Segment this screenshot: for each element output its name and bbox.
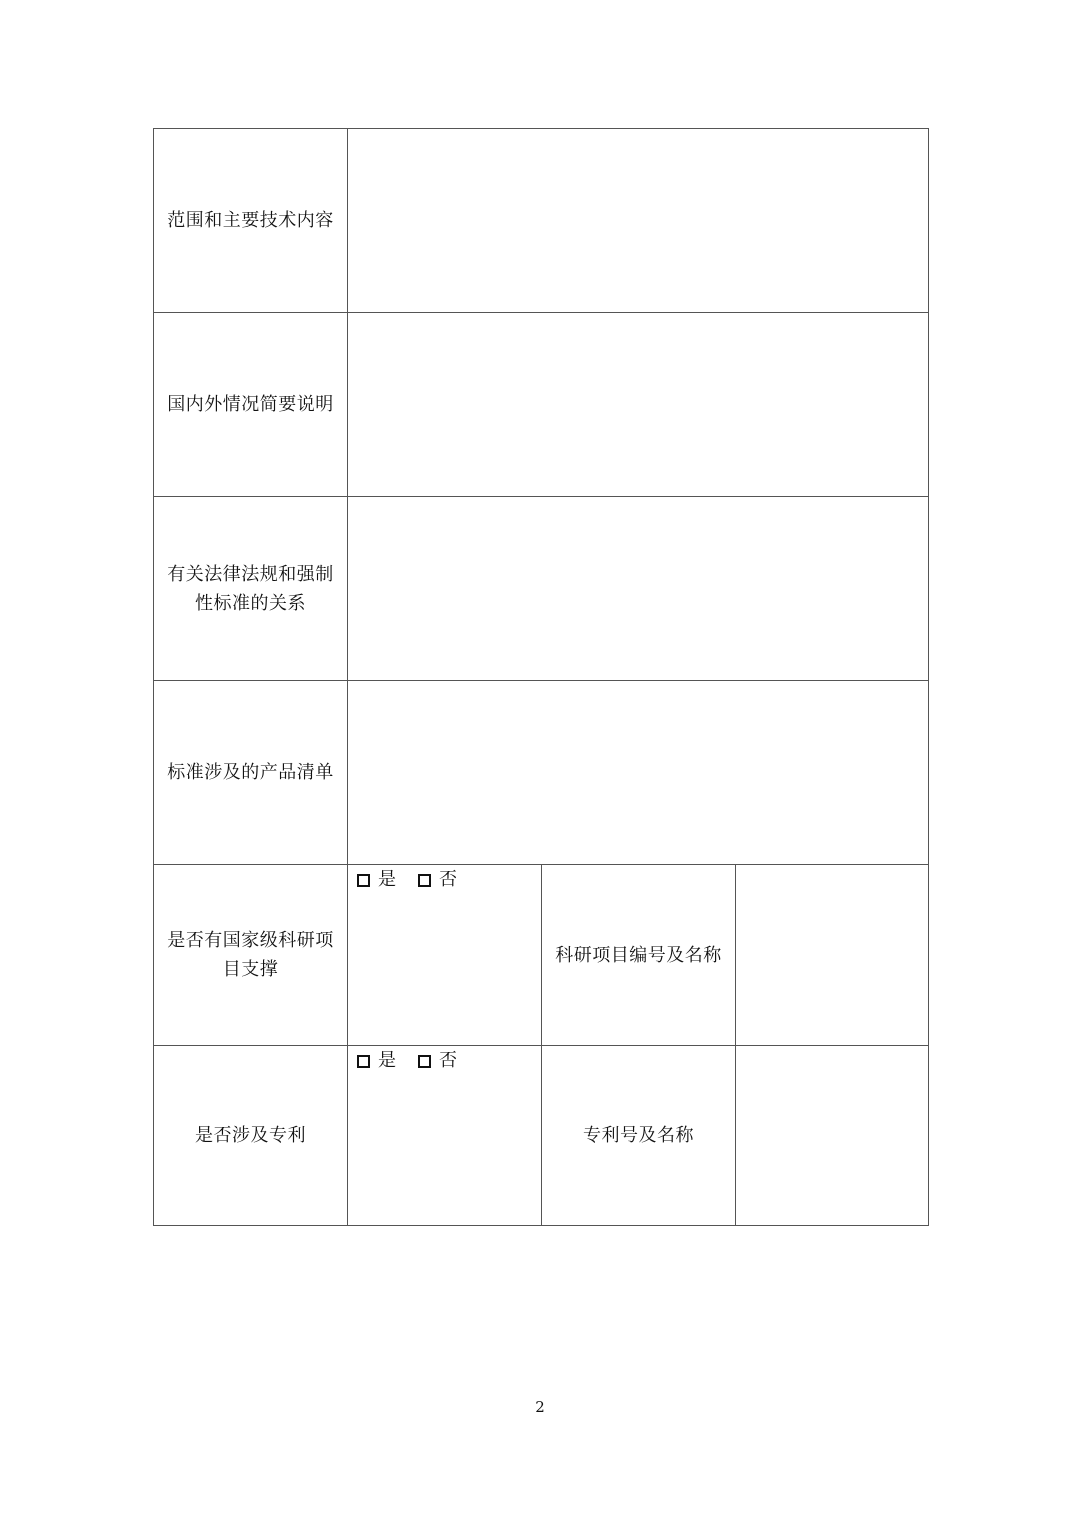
research-info-label: 科研项目编号及名称 xyxy=(555,944,722,966)
patent-label: 是否涉及专利 xyxy=(195,1125,306,1146)
domestic-row xyxy=(154,313,929,497)
laws-label-line1: 有关法律法规和强制 xyxy=(167,563,334,585)
research-yes-checkbox[interactable] xyxy=(357,874,370,887)
laws-row xyxy=(154,497,929,681)
products-row xyxy=(154,681,929,865)
scope-row xyxy=(154,129,929,313)
laws-content-field[interactable] xyxy=(348,497,929,681)
products-label-cell xyxy=(154,681,348,865)
patent-no-checkbox[interactable] xyxy=(418,1055,431,1068)
research-yes-label: 是 xyxy=(378,869,396,890)
proposal-form-table xyxy=(153,128,929,1226)
page-number: 2 xyxy=(535,1398,545,1416)
patent-info-label-cell xyxy=(542,1046,736,1226)
domestic-label: 国内外情况简要说明 xyxy=(167,394,334,415)
patent-label-cell xyxy=(154,1046,348,1226)
research-label-cell xyxy=(154,865,348,1046)
patent-yes-checkbox[interactable] xyxy=(357,1055,370,1068)
domestic-label-cell xyxy=(154,313,348,497)
patent-no-label: 否 xyxy=(439,1050,457,1071)
research-row xyxy=(154,865,929,1046)
patent-yes-label: 是 xyxy=(378,1050,396,1071)
patent-choice-cell xyxy=(348,1046,542,1226)
domestic-content-field[interactable] xyxy=(348,313,929,497)
scope-label-cell xyxy=(154,129,348,313)
scope-content-field[interactable] xyxy=(348,129,929,313)
research-label-line1: 是否有国家级科研项 xyxy=(167,930,334,951)
patent-row xyxy=(154,1046,929,1226)
scope-label: 范围和主要技术内容 xyxy=(167,210,334,231)
patent-info-label: 专利号及名称 xyxy=(583,1125,694,1146)
research-info-label-cell xyxy=(542,865,736,1046)
research-label-line2: 目支撑 xyxy=(222,959,279,980)
research-choice xyxy=(348,865,541,891)
research-label xyxy=(154,926,347,984)
research-info-field[interactable] xyxy=(736,865,929,1046)
laws-label xyxy=(154,560,347,618)
patent-info-field[interactable] xyxy=(736,1046,929,1226)
products-label: 标准涉及的产品清单 xyxy=(167,762,334,783)
research-choice-cell xyxy=(348,865,542,1046)
laws-label-cell xyxy=(154,497,348,681)
laws-label-line2: 性标准的关系 xyxy=(195,592,306,614)
research-no-label: 否 xyxy=(439,869,457,890)
research-no-checkbox[interactable] xyxy=(418,874,431,887)
products-content-field[interactable] xyxy=(348,681,929,865)
patent-choice xyxy=(348,1046,541,1072)
